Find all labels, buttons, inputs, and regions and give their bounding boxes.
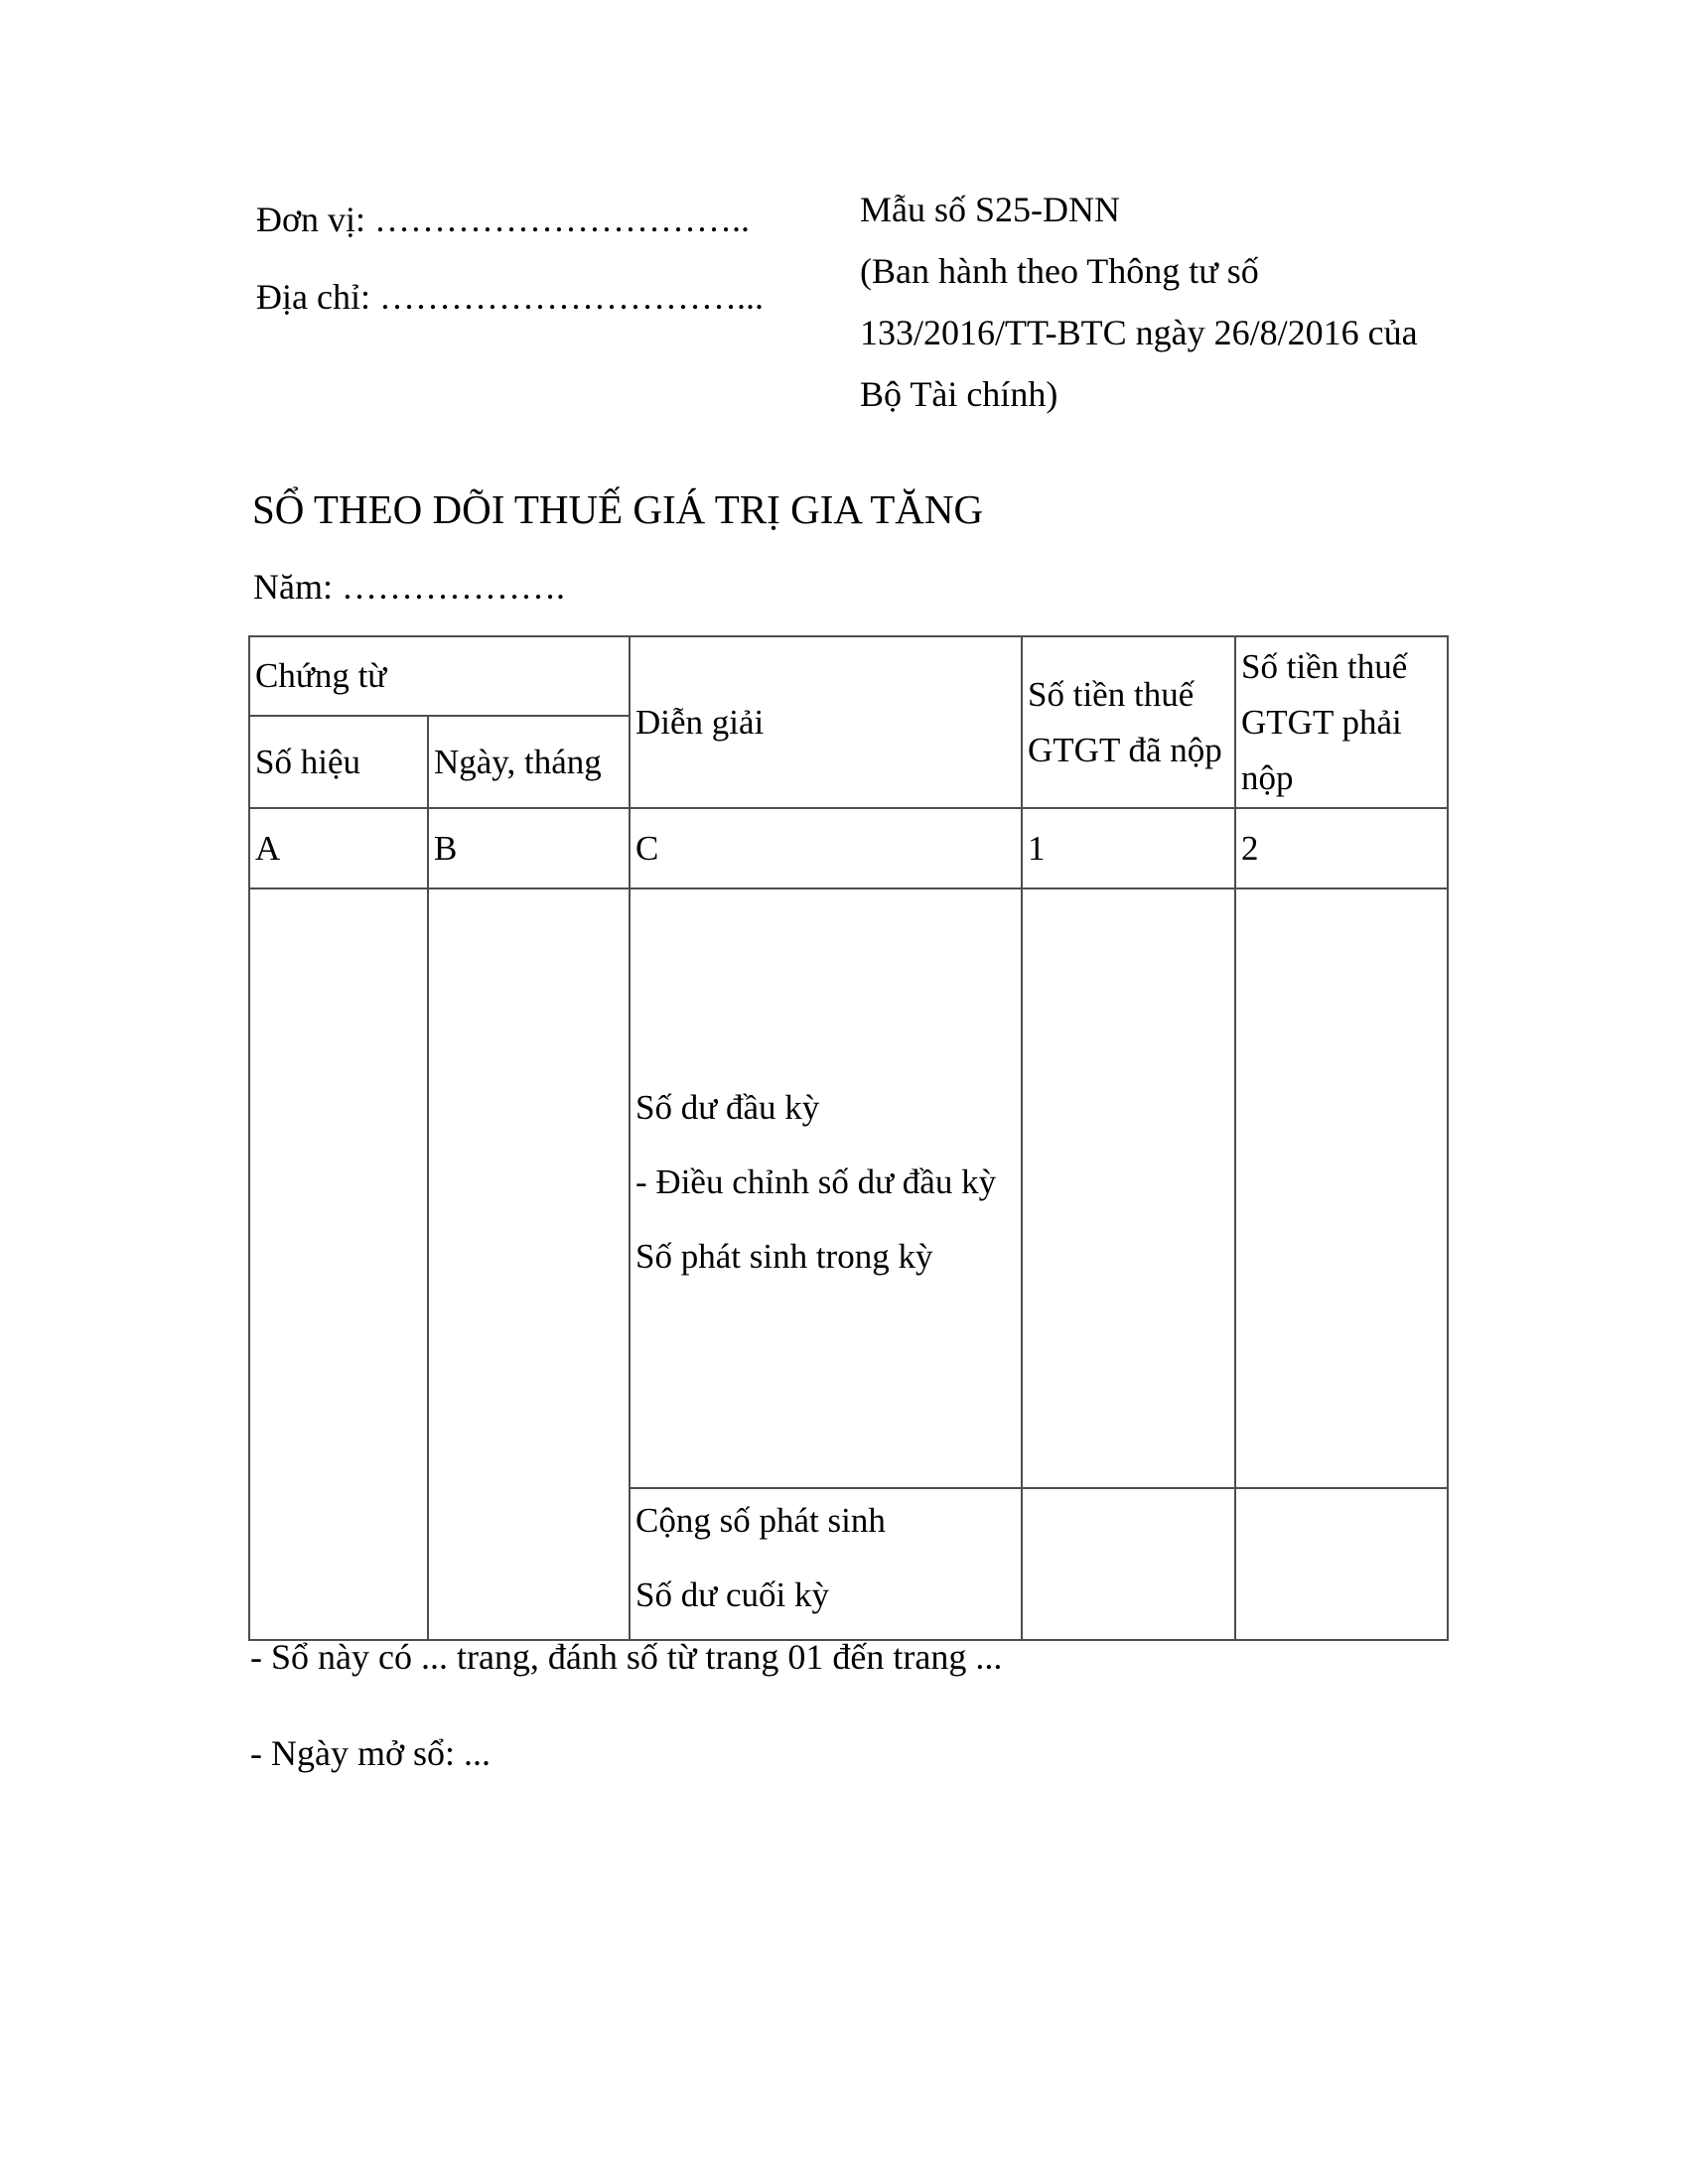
header-chung-tu: Chứng từ	[249, 636, 630, 716]
year-line: Năm: ……………….	[253, 567, 565, 607]
vat-tracking-table	[248, 635, 1449, 1641]
empty-cell-vat-payable	[1235, 888, 1448, 1488]
closing-balance-line: Số dư cuối kỳ	[635, 1574, 829, 1614]
col-code-a: A	[249, 808, 428, 888]
unit-address-block	[256, 189, 764, 328]
col-code-1: 1	[1022, 808, 1235, 888]
col-code-c: C	[630, 808, 1022, 888]
empty-cell-vat-paid-total	[1022, 1488, 1235, 1640]
pages-note: - Sổ này có ... trang, đánh số từ trang 01 đến trang ...	[250, 1637, 1003, 1677]
unit-line: Đơn vị: …………………………..	[256, 200, 751, 239]
period-incurred-line: Số phát sinh trong kỳ	[635, 1236, 933, 1276]
opening-adjustment-line: - Điều chỉnh số dư đầu kỳ	[635, 1161, 997, 1201]
description-summary-cell	[630, 1488, 1022, 1640]
empty-cell-doc-date	[428, 888, 630, 1640]
empty-cell-doc-number	[249, 888, 428, 1640]
opening-balance-line: Số dư đầu kỳ	[635, 1087, 820, 1127]
form-code: Mẫu số S25-DNN	[860, 190, 1121, 229]
address-line: Địa chỉ: …………………………...	[256, 277, 764, 317]
total-incurred-line: Cộng số phát sinh	[635, 1500, 886, 1540]
empty-cell-vat-payable-total	[1235, 1488, 1448, 1640]
header-so-hieu: Số hiệu	[249, 716, 428, 808]
col-code-2: 2	[1235, 808, 1448, 888]
col-code-b: B	[428, 808, 630, 888]
page-title: SỔ THEO DÕI THUẾ GIÁ TRỊ GIA TĂNG	[252, 486, 984, 532]
description-body-cell	[630, 888, 1022, 1488]
form-identification-block	[860, 179, 1434, 425]
form-issuance: (Ban hành theo Thông tư số 133/2016/TT-BTC ngày 26/8/2016 của Bộ Tài chính)	[860, 251, 1418, 414]
header-ngay-thang: Ngày, tháng	[428, 716, 630, 808]
header-gtgt-da-nop: Số tiền thuế GTGT đã nộp	[1022, 636, 1235, 808]
empty-cell-vat-paid	[1022, 888, 1235, 1488]
open-date-note: - Ngày mở sổ: ...	[250, 1733, 492, 1773]
header-dien-giai: Diễn giải	[630, 636, 1022, 808]
header-gtgt-phai-nop: Số tiền thuế GTGT phải nộp	[1235, 636, 1448, 808]
